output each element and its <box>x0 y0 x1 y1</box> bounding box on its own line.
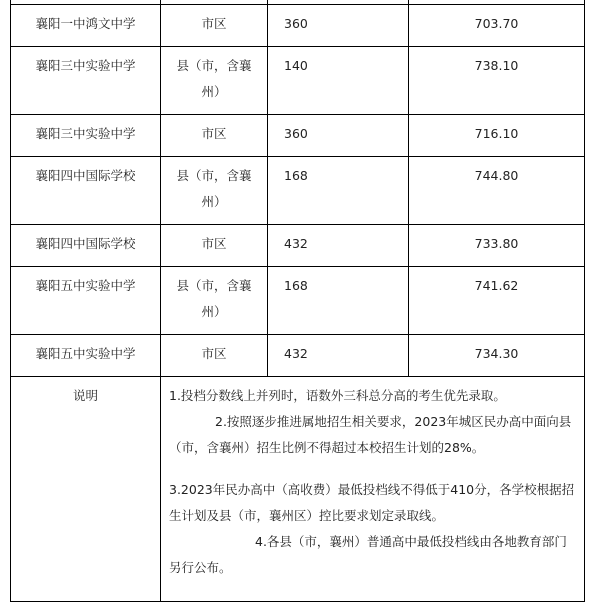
min-score: 733.80 <box>474 236 519 251</box>
note-item-3: 3.2023年民办高中（高收费）最低投档线不得低于410分，各学校根据招生计划及县（市，襄州区）控比要求划定录取线。 <box>169 482 575 523</box>
region-line-1: 县（市，含襄 <box>176 278 252 293</box>
school-name: 襄阳三中实验中学 <box>35 126 136 141</box>
region: 市区 <box>201 16 227 31</box>
admission-score-table <box>10 0 585 602</box>
plan-count: 140 <box>284 58 308 73</box>
table-row <box>11 47 585 115</box>
note-item-1: 1.投档分数线上并列时，语数外三科总分高的考生优先录取。 <box>169 388 506 403</box>
region <box>161 47 267 105</box>
min-score: 734.30 <box>474 346 519 361</box>
region <box>161 267 267 325</box>
region: 市区 <box>201 236 227 251</box>
region: 市区 <box>201 346 227 361</box>
plan-count: 168 <box>284 168 308 183</box>
region-line-2: 州） <box>201 194 227 209</box>
notes-label: 说明 <box>72 388 98 403</box>
plan-count: 360 <box>284 126 308 141</box>
min-score: 744.80 <box>474 168 519 183</box>
min-score: 716.10 <box>474 126 519 141</box>
table-row <box>11 5 585 47</box>
notes-body <box>161 377 584 601</box>
min-score: 703.70 <box>474 16 519 31</box>
school-name: 襄阳五中实验中学 <box>35 346 136 361</box>
region-line-2: 州） <box>201 304 227 319</box>
school-name: 襄阳五中实验中学 <box>35 278 136 293</box>
table-row <box>11 267 585 335</box>
note-item-2: 2.按照逐步推进属地招生相关要求，2023年城区民办高中面向县（市，含襄州）招生比例不得超过本校招生计划的28%。 <box>169 414 572 455</box>
note-item-4: 4.各县（市，襄州）普通高中最低投档线由各地教育部门另行公布。 <box>169 534 567 575</box>
region-line-1: 县（市，含襄 <box>176 58 252 73</box>
school-name: 襄阳三中实验中学 <box>35 58 136 73</box>
school-name: 襄阳四中国际学校 <box>35 236 136 251</box>
min-score: 741.62 <box>474 278 519 293</box>
plan-count: 360 <box>284 16 308 31</box>
plan-count: 168 <box>284 278 308 293</box>
school-name: 襄阳四中国际学校 <box>35 168 136 183</box>
region-line-1: 县（市，含襄 <box>176 168 252 183</box>
table-row <box>11 335 585 377</box>
table-row <box>11 157 585 225</box>
plan-count: 432 <box>284 346 308 361</box>
school-name: 襄阳一中鸿文中学 <box>35 16 136 31</box>
region: 市区 <box>201 126 227 141</box>
region <box>161 157 267 215</box>
table-row <box>11 225 585 267</box>
plan-count: 432 <box>284 236 308 251</box>
table-row <box>11 115 585 157</box>
notes-row <box>11 377 585 602</box>
region-line-2: 州） <box>201 84 227 99</box>
min-score: 738.10 <box>474 58 519 73</box>
